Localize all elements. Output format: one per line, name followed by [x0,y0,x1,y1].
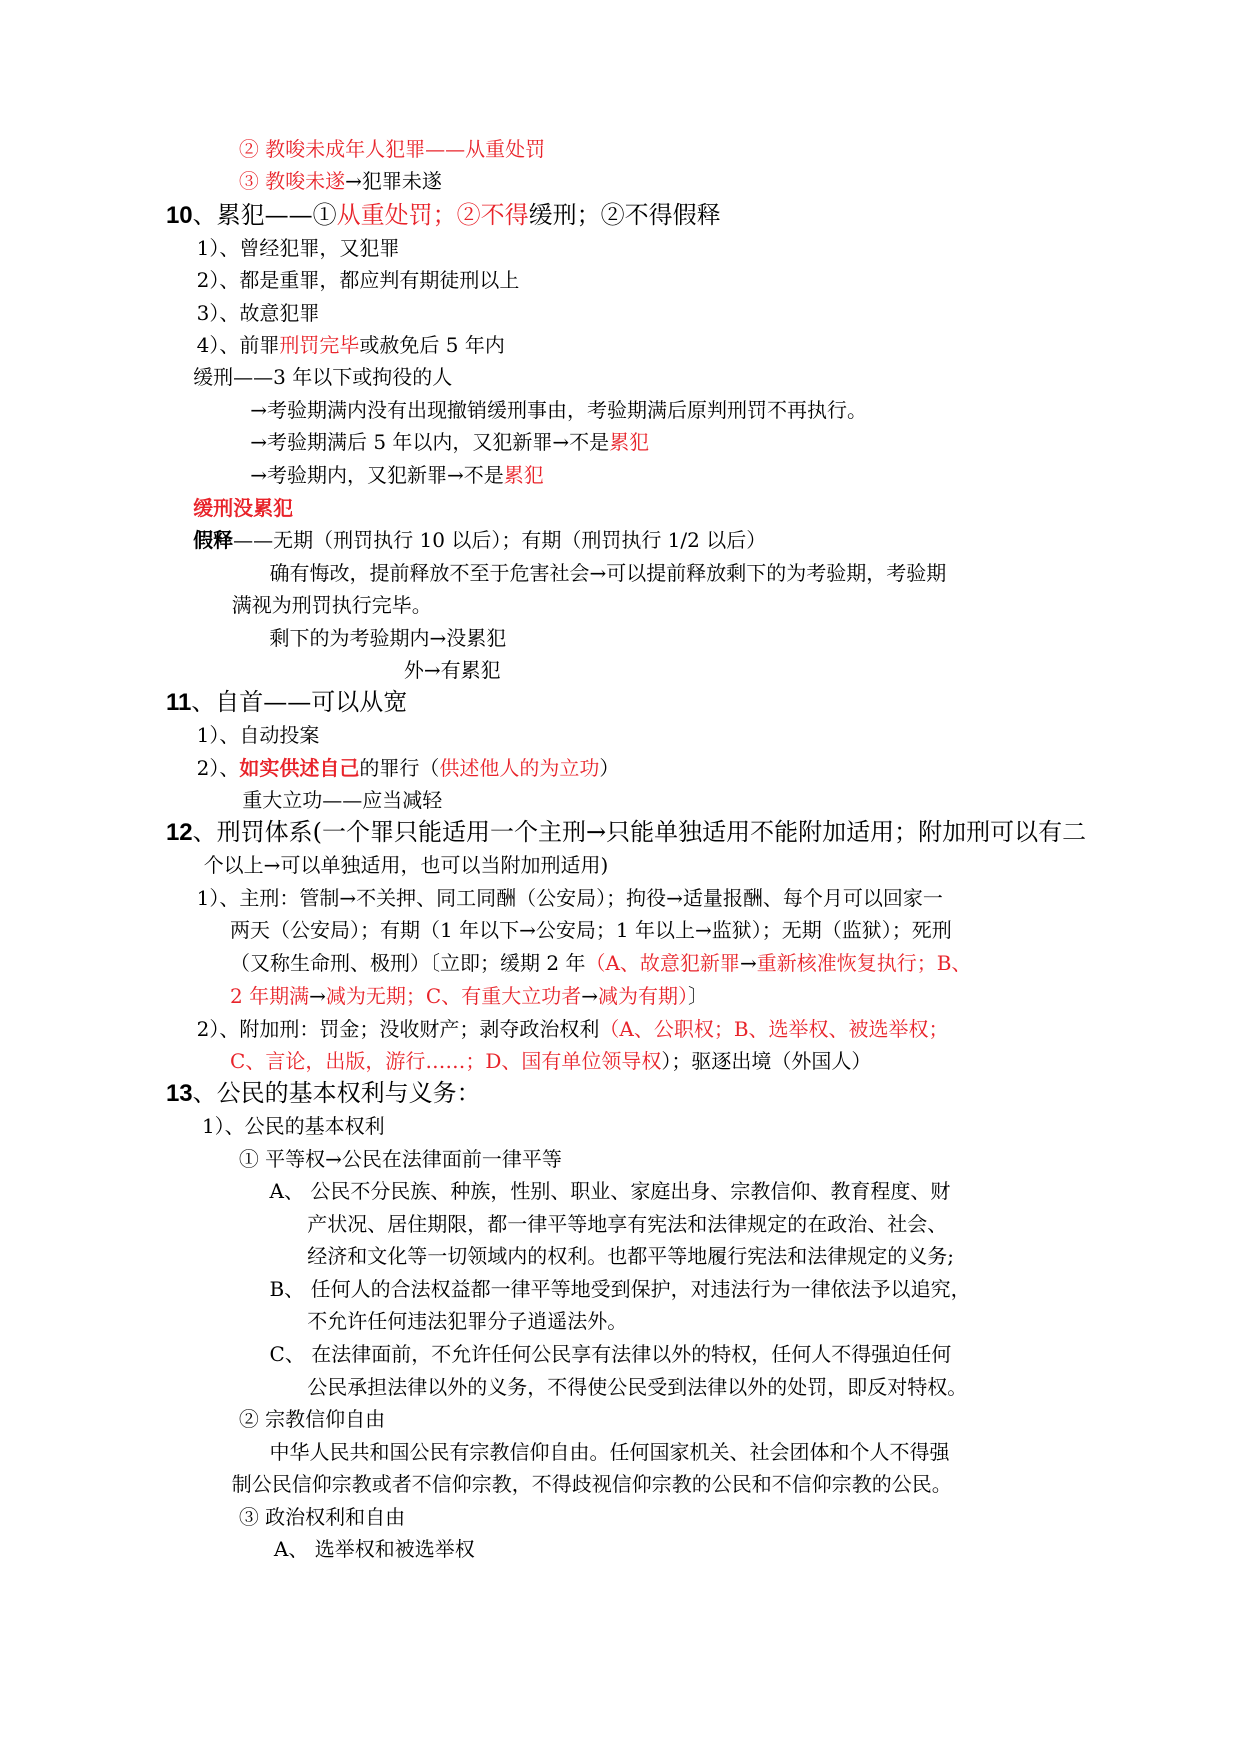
text-line [307,1372,967,1402]
text-segment: 减为有期） [597,984,688,1008]
text-segment: C、言论，出版，游行……；D、国有单位领导权 [230,1049,662,1073]
text-line [197,720,320,750]
text-line [232,1469,952,1499]
text-segment: A、 公民不分民族、种族，性别、职业、家庭出身、宗教信仰、教育程度、财 [269,1179,951,1203]
text-line [239,166,442,196]
text-line [270,1339,952,1369]
text-segment: 假释 [193,528,234,552]
text-segment: 〕 [687,984,708,1008]
text-segment: 1）、公民的基本权利 [201,1114,385,1138]
text-segment: → [309,984,326,1008]
text-segment: 1）、自动投案 [196,723,320,747]
text-line [250,427,649,457]
text-line [230,915,952,945]
text-segment: 满视为刑罚执行完毕。 [231,593,432,617]
text-segment: ② 教唆未成年人犯罪——从重处罚 [238,137,546,161]
text-line [166,816,1086,849]
text-segment: （A、故意犯新罪 [585,951,740,975]
text-segment: 从重处罚；②不得 [336,201,529,229]
text-line [197,883,943,913]
text-line [197,1014,949,1044]
text-segment: 、刑罚体系 [192,818,313,846]
text-line [166,686,407,719]
text-line [202,1111,385,1141]
text-segment: ③ 教唆未遂 [238,169,346,193]
text-line [242,785,442,815]
text-line [239,134,545,164]
text-line [270,623,507,653]
text-segment: 制公民信仰宗教或者不信仰宗教，不得歧视信仰宗教的公民和不信仰宗教的公民。 [231,1472,952,1496]
text-line [204,850,609,880]
text-line [193,493,293,523]
text-line [307,1306,627,1336]
text-segment: 外→有累犯 [403,658,501,682]
text-line [250,460,544,490]
text-segment: 累犯 [503,463,544,487]
text-line [166,199,721,232]
text-segment: 刑罚完毕 [279,333,360,357]
text-segment: 累犯 [609,430,650,454]
text-line [230,981,708,1011]
text-line [166,1077,481,1110]
text-segment: ）；驱逐出境（外国人） [661,1049,872,1073]
text-segment: 1）、曾经犯罪，又犯罪 [196,236,400,260]
text-segment: 重大立功——应当减轻 [242,788,443,812]
text-segment: 缓刑；②不得假释 [528,201,721,229]
text-segment: ③ 政治权利和自由 [238,1505,406,1529]
text-segment: 1）、主刑：管制→不关押、同工同酬（公安局）；拘役→适量报酬、每个月可以回家一 [196,886,943,910]
text-segment: ① 平等权→公民在法律面前一律平等 [238,1147,562,1171]
text-segment: 公民承担法律以外的义务，不得使公民受到法律以外的处罚，即反对特权。 [307,1375,968,1399]
text-segment: → [581,984,598,1008]
text-line [197,330,505,360]
text-segment: 不允许任何违法犯罪分子逍遥法外。 [307,1309,628,1333]
text-segment: 确有悔改，提前释放不至于危害社会→可以提前释放剩下的为考验期，考验期 [269,561,947,585]
text-segment: 10 [165,202,193,229]
text-segment: 中华人民共和国公民有宗教信仰自由。任何国家机关、社会团体和个人不得强 [269,1440,950,1464]
text-segment: 重新核准恢复执行；B、 [756,951,972,975]
text-segment: 2）、都是重罪，都应判有期徒刑以上 [196,268,520,292]
text-segment: 的罪行（ [359,756,440,780]
text-segment: 缓刑——3 年以下或拘役的人 [193,365,453,389]
text-segment: 两天（公安局）；有期（1 年以下→公安局；1 年以上→监狱）；无期（监狱）；死刑 [230,918,952,942]
text-segment: 11 [165,689,192,716]
text-segment: →犯罪未遂 [345,169,442,193]
text-line [193,525,766,555]
text-segment: （A、公职权；B、选举权、被选举权； [599,1017,949,1041]
text-segment: →考验期满内没有出现撤销缓刑事由，考验期满后原判刑罚不再执行。 [250,398,867,422]
text-segment: 、累犯——① [192,201,337,229]
text-segment: 减为无期；C、有重大立功者 [325,984,582,1008]
text-segment: 产状况、居住期限，都一律平等地享有宪法和法律规定的在政治、社会、 [307,1212,948,1236]
text-line [239,1502,405,1532]
text-line [197,265,520,295]
text-segment: 2）、 [196,756,240,780]
text-segment: ） [599,756,620,780]
text-segment: （又称生命刑、极刑）〔立即；缓期 2 年 [230,951,586,975]
text-segment: 、公民的基本权利与义务： [192,1079,481,1107]
text-segment: 2）、附加刑：罚金；没收财产；剥夺政治权利 [196,1017,600,1041]
text-line [193,362,452,392]
text-line [239,1144,562,1174]
text-segment: 经济和文化等一切领域内的权利。也都平等地履行宪法和法律规定的义务; [307,1244,955,1268]
text-line [230,948,971,978]
text-segment: 供述他人的为立功 [439,756,600,780]
text-line [274,1534,475,1564]
text-segment: ——无期（刑罚执行 10 以后）；有期（刑罚执行 1/2 以后） [233,528,767,552]
text-segment: B、 任何人的合法权益都一律平等地受到保护，对违法行为一律依法予以追究， [269,1277,971,1301]
text-segment: C、 在法律面前，不允许任何公民享有法律以外的特权，任何人不得强迫任何 [269,1342,952,1366]
text-segment: ② 宗教信仰自由 [238,1407,386,1431]
text-line [197,298,320,328]
text-line [250,395,867,425]
text-line [239,1404,385,1434]
text-segment: 如实供述自己 [239,756,360,780]
text-line [270,1176,951,1206]
text-line [270,1274,971,1304]
text-segment: (一个罪只能适用一个主刑→只能单独适用不能附加适用；附加刑可以有二 [312,818,1087,846]
text-segment: 或赦免后 5 年内 [359,333,505,357]
text-segment: 缓刑没累犯 [193,496,294,520]
text-segment: 3）、故意犯罪 [196,301,320,325]
text-segment: →考验期满后 5 年以内，又犯新罪→不是 [250,430,610,454]
text-segment: 、自首——可以从宽 [191,688,408,716]
text-line [230,1046,871,1076]
text-segment: → [739,951,757,975]
text-line [270,558,947,588]
text-segment: 个以上→可以单独适用，也可以当附加刑适用) [203,853,609,877]
text-segment: 12 [165,819,193,846]
text-segment: A、 选举权和被选举权 [273,1537,475,1561]
text-segment: 2 年期满 [230,984,310,1008]
text-segment: 剩下的为考验期内→没累犯 [269,626,507,650]
text-segment: →考验期内，又犯新罪→不是 [250,463,504,487]
text-line [307,1209,947,1239]
text-line [197,233,400,263]
text-segment: 13 [165,1080,193,1107]
text-line [197,753,620,783]
text-segment: 4）、前罪 [196,333,280,357]
text-line [232,590,432,620]
text-line [404,655,501,685]
text-line [307,1241,954,1271]
text-line [270,1437,950,1467]
